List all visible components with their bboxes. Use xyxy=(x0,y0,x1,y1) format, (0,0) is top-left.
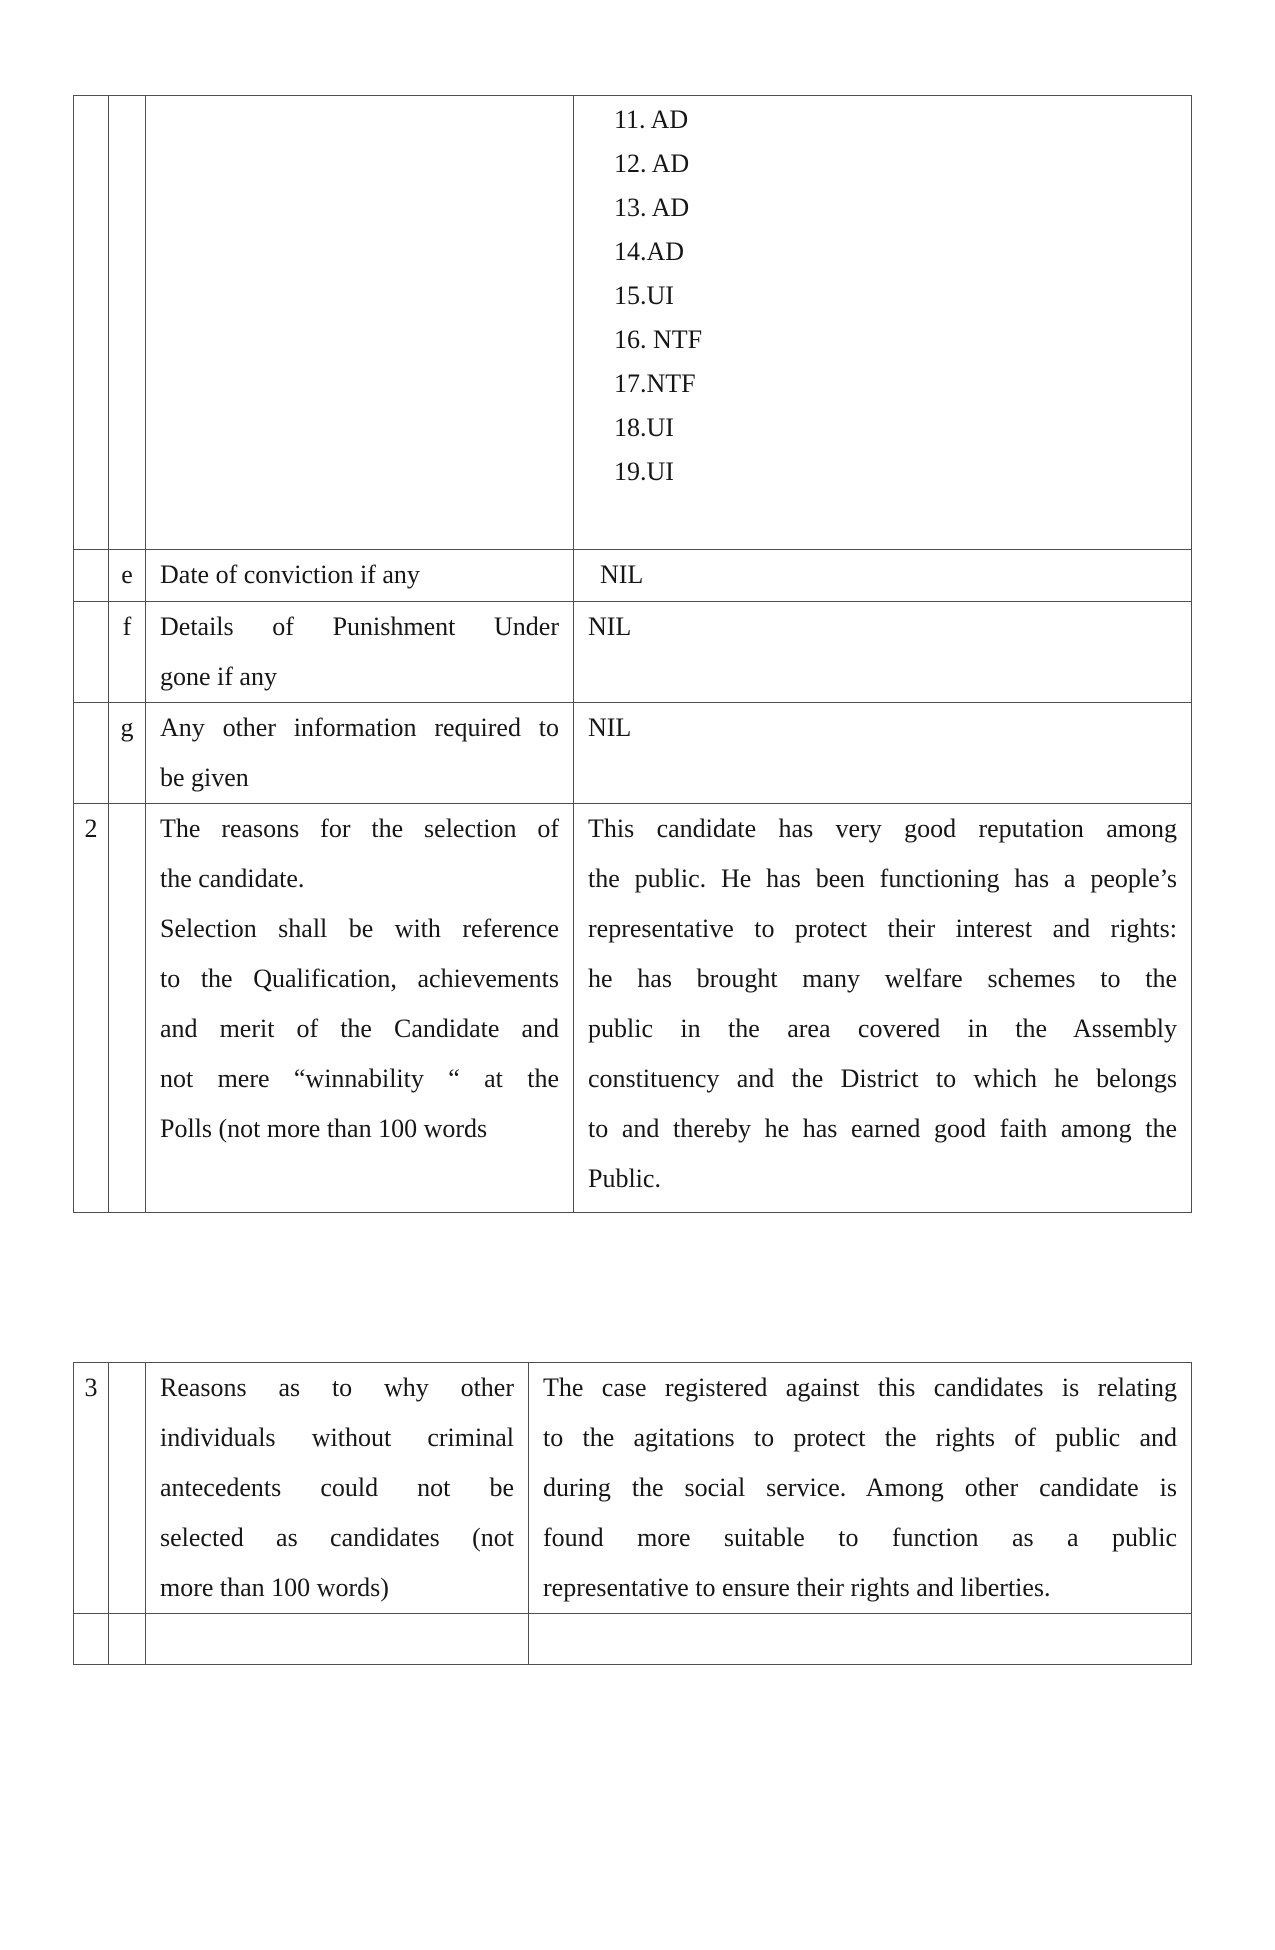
candidate-antecedents-table xyxy=(73,95,1192,1213)
table-row-2 xyxy=(74,804,1192,1213)
case-list-row xyxy=(74,96,1192,550)
row-number-cell-empty xyxy=(74,96,109,550)
table-row-e xyxy=(74,550,1192,602)
description-cell-empty xyxy=(146,96,574,550)
row-letter-cell-empty xyxy=(109,96,146,550)
empty-row xyxy=(74,1614,1192,1665)
row-2-value: This candidate has very good reputation among the public. He has been functioning has a people’s representative to protect their interest and rights: he has brought many welfare schemes to the public in the area covered in the Assembly constituency and the District to which he belongs to and thereby he has earned good faith among the Public. xyxy=(574,804,1192,1213)
table-row-g xyxy=(74,703,1192,804)
description-cell-empty xyxy=(146,1614,529,1665)
row-f-description: Details of Punishment Under gone if any xyxy=(146,602,574,703)
table-row-f xyxy=(74,602,1192,703)
row-f-letter: f xyxy=(109,602,146,703)
row-2-description-paragraph-2: Selection shall be with reference to the Qualification, achievements and merit of the Candidate and not mere “winnability “ at the Polls (not more than 100 words xyxy=(160,914,559,1143)
row-2-description-paragraph-1: The reasons for the selection of the candidate. xyxy=(160,814,559,893)
selection-reasons-table xyxy=(73,1362,1192,1665)
row-number-cell-empty xyxy=(74,703,109,804)
row-g-description: Any other information required to be given xyxy=(146,703,574,804)
row-e-value: NIL xyxy=(574,550,1192,602)
row-g-value: NIL xyxy=(574,703,1192,804)
row-letter-cell-empty xyxy=(109,804,146,1213)
row-letter-cell-empty xyxy=(109,1614,146,1665)
case-list-cell xyxy=(574,96,1192,550)
row-e-letter: e xyxy=(109,550,146,602)
row-2-number: 2 xyxy=(74,804,109,1213)
case-stage-list: 11. AD 12. AD 13. AD 14.AD 15.UI 16. NTF 17.NTF 18.UI 19.UI xyxy=(614,105,703,486)
row-3-number: 3 xyxy=(74,1363,109,1614)
value-cell-empty xyxy=(529,1614,1192,1665)
row-3-description: Reasons as to why other individuals without criminal antecedents could not be selected as candidates (not more than 100 words) xyxy=(146,1363,529,1614)
table-row-3 xyxy=(74,1363,1192,1614)
row-3-value: The case registered against this candidates is relating to the agitations to protect the rights of public and during the social service. Among other candidate is found more suitable to function as a public representative to ensure their rights and liberties. xyxy=(529,1363,1192,1614)
row-number-cell-empty xyxy=(74,602,109,703)
row-2-description xyxy=(146,804,574,1213)
row-letter-cell-empty xyxy=(109,1363,146,1614)
row-f-value: NIL xyxy=(574,602,1192,703)
row-number-cell-empty xyxy=(74,1614,109,1665)
row-g-letter: g xyxy=(109,703,146,804)
row-e-description: Date of conviction if any xyxy=(146,550,574,602)
row-number-cell-empty xyxy=(74,550,109,602)
